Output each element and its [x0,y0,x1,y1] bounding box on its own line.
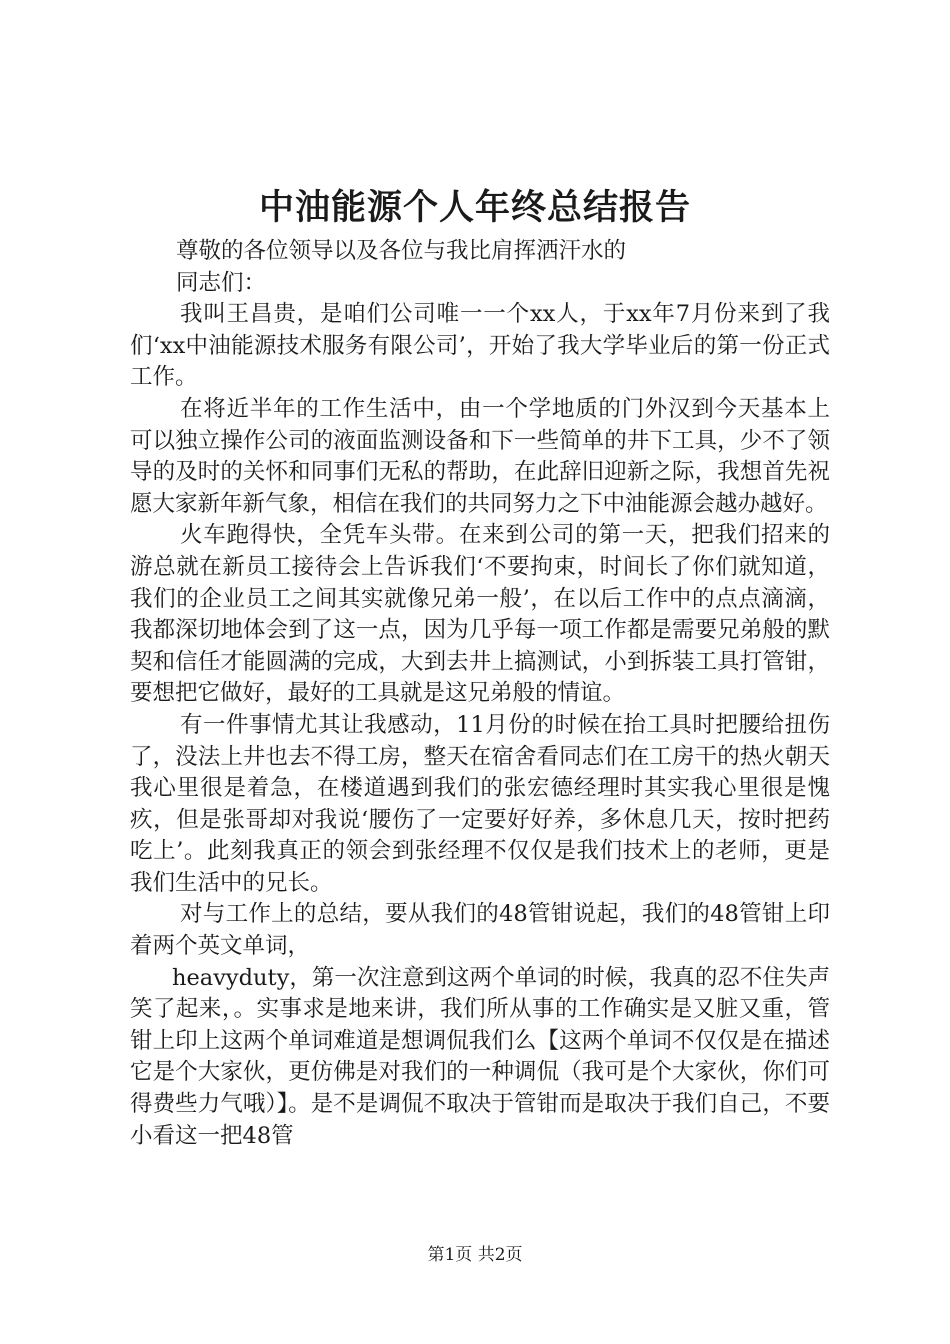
salutation-line-1: 尊敬的各位领导以及各位与我比肩挥洒汗水的 [176,238,627,264]
page-number-footer: 第1页 共2页 [427,1245,523,1265]
document-title: 中油能源个人年终总结报告 [258,187,691,228]
paragraph-heavyduty: heavyduty，第一次注意到这两个单词的时候，我真的忍不住失声笑了起来，。实事求是地来讲，我们所从事的工作确实是又脏又重，管钳上印上这两个单词难道是想调侃我们么【这两个单词不仅仅是在描述它是个大家伙，更仿佛是对我们的一种调侃（我可是个大家伙，你们可得费些力气哦）】。是不是调侃不取决于管钳而是取决于我们自己，不要小看这一把48管 [130,964,830,1149]
paragraph-work-summary: 对与工作上的总结，要从我们的48管钳说起，我们的48管钳上印着两个英文单词， [130,901,830,960]
salutation-line-2: 同志们： [176,269,267,296]
paragraph-half-year: 在将近半年的工作生活中，由一个学地质的门外汉到今天基本上可以独立操作公司的液面监测设备和下一些简单的井下工具，少不了领导的及时的关怀和同事们无私的帮助，在此辞旧迎新之际，我想首先祝愿大家新年新气象，相信在我们的共同努力之下中油能源会越办越好。 [130,395,830,517]
paragraph-intro: 我叫王昌贵，是咱们公司唯一一个xx人，于xx年7月份来到了我们‘xx中油能源技术服务有限公司’，开始了我大学毕业后的第一份正式工作。 [130,301,830,391]
paragraph-train: 火车跑得快，全凭车头带。在来到公司的第一天，把我们招来的游总就在新员工接待会上告诉我们‘不要拘束，时间长了你们就知道，我们的企业员工之间其实就像兄弟一般’，在以后工作中的点点滴滴，我都深切地体会到了这一点，因为几乎每一项工作都是需要兄弟般的默契和信任才能圆满的完成，大到去井上搞测试，小到拆装工具打管钳，要想把它做好，最好的工具就是这兄弟般的情谊。 [130,522,830,707]
document-body [130,236,830,1152]
paragraph-injury: 有一件事情尤其让我感动，11月份的时候在抬工具时把腰给扭伤了，没法上井也去不得工房，整天在宿舍看同志们在工房干的热火朝天我心里很是着急，在楼道遇到我们的张宏德经理时其实我心里很是愧疚，但是张哥却对我说‘腰伤了一定要好好养，多休息几天，按时把药吃上’。此刻我真正的领会到张经理不仅仅是我们技术上的老师，更是我们生活中的兄长。 [130,711,830,896]
